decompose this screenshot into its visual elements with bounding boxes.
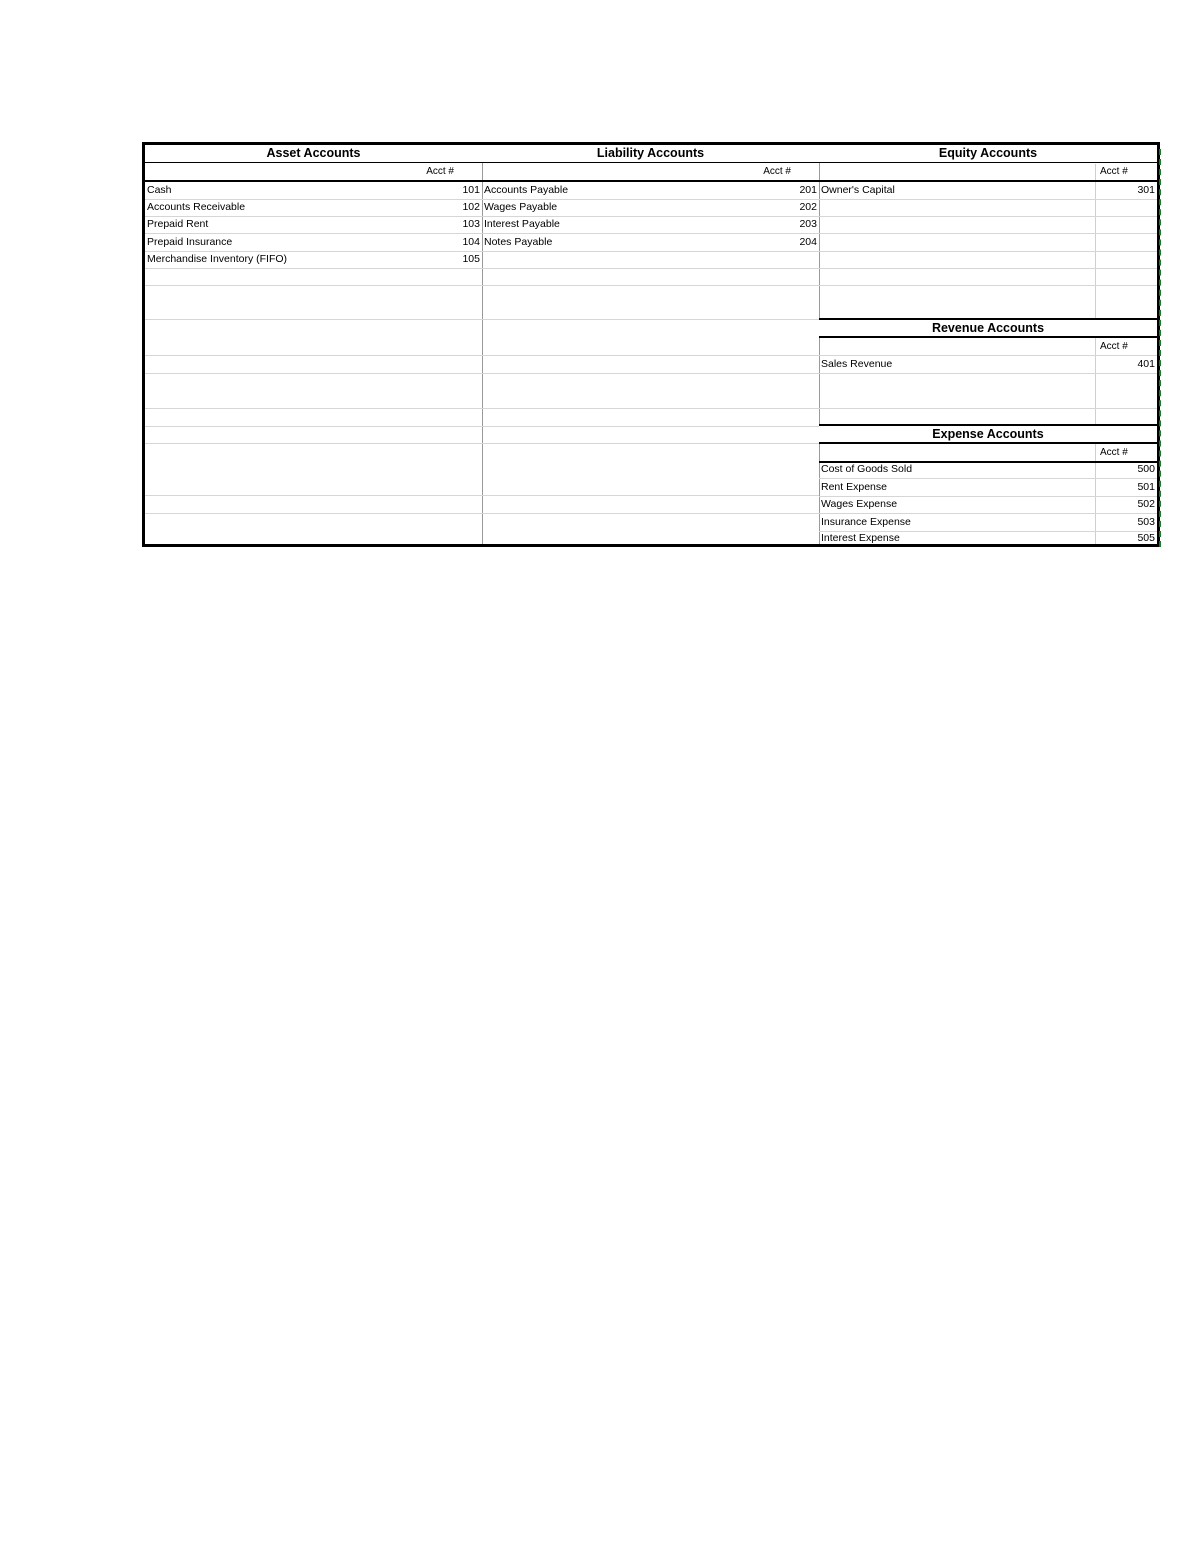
account-name: Owner's Capital: [821, 184, 895, 196]
table-row[interactable]: [482, 199, 819, 217]
account-number: 102: [462, 201, 480, 213]
account-name: Wages Expense: [821, 498, 898, 510]
table-row[interactable]: [482, 182, 819, 200]
empty-row[interactable]: [145, 374, 482, 409]
asset-accounts-column: [145, 145, 483, 544]
table-row[interactable]: [819, 461, 1157, 479]
table-row[interactable]: [145, 251, 482, 269]
account-number: 505: [1137, 532, 1155, 544]
chart-of-accounts-table: [142, 142, 1160, 547]
acct-number-header: Acct #: [1100, 166, 1128, 177]
account-number: 201: [799, 184, 817, 196]
acct-number-header: Acct #: [426, 166, 454, 177]
table-row[interactable]: [145, 216, 482, 234]
empty-row[interactable]: [145, 444, 482, 496]
revenue-accounts-title: Revenue Accounts: [819, 318, 1157, 338]
account-name: Sales Revenue: [821, 358, 893, 370]
account-number: 401: [1137, 358, 1155, 370]
account-number: 503: [1137, 516, 1155, 528]
account-name: Cost of Goods Sold: [821, 463, 913, 475]
empty-row[interactable]: [145, 356, 482, 374]
empty-row[interactable]: [819, 268, 1157, 286]
table-row[interactable]: [145, 234, 482, 252]
acct-number-header: Acct #: [1100, 447, 1128, 458]
account-number: 105: [462, 253, 480, 265]
empty-row[interactable]: [145, 285, 482, 320]
empty-row[interactable]: [819, 234, 1157, 252]
account-number: 103: [462, 218, 480, 230]
account-name: Accounts Payable: [484, 184, 569, 196]
liability-accounts-title: Liability Accounts: [482, 145, 819, 163]
acct-number-header: Acct #: [763, 166, 791, 177]
account-name: Cash: [147, 184, 172, 196]
equity-revenue-expense-column: [819, 145, 1157, 544]
empty-row[interactable]: [482, 356, 819, 374]
acct-number-header: Acct #: [1100, 341, 1128, 352]
account-name: Wages Payable: [484, 201, 558, 213]
asset-accounts-title: Asset Accounts: [145, 145, 482, 163]
table-row[interactable]: [819, 182, 1157, 200]
account-number: 501: [1137, 481, 1155, 493]
empty-row[interactable]: [482, 496, 819, 514]
account-number: 301: [1137, 184, 1155, 196]
account-number: 101: [462, 184, 480, 196]
empty-row[interactable]: [482, 285, 819, 320]
asset-acct-header: [145, 163, 482, 182]
liability-acct-header: [482, 163, 819, 182]
empty-row[interactable]: [482, 444, 819, 496]
account-name: Merchandise Inventory (FIFO): [147, 253, 288, 265]
table-row[interactable]: [145, 182, 482, 200]
empty-row[interactable]: [819, 374, 1157, 409]
table-row[interactable]: [819, 496, 1157, 514]
empty-row[interactable]: [482, 514, 819, 544]
empty-row[interactable]: [145, 409, 482, 427]
equity-acct-header: [819, 163, 1157, 182]
account-number: 500: [1137, 463, 1155, 475]
table-row[interactable]: [482, 234, 819, 252]
account-number: 104: [462, 236, 480, 248]
revenue-acct-header: [819, 338, 1157, 356]
account-name: Interest Payable: [484, 218, 560, 230]
account-number: 203: [799, 218, 817, 230]
empty-row[interactable]: [145, 321, 482, 356]
account-number: 502: [1137, 498, 1155, 510]
account-name: Interest Expense: [821, 532, 900, 544]
table-row[interactable]: [819, 531, 1157, 544]
account-name: Rent Expense: [821, 481, 887, 493]
account-name: Accounts Receivable: [147, 201, 246, 213]
empty-row[interactable]: [145, 268, 482, 286]
empty-row[interactable]: [482, 374, 819, 409]
table-row[interactable]: [482, 216, 819, 234]
empty-row[interactable]: [819, 285, 1157, 317]
account-name: Notes Payable: [484, 236, 553, 248]
empty-row[interactable]: [482, 426, 819, 444]
empty-row[interactable]: [145, 426, 482, 444]
empty-row[interactable]: [819, 251, 1157, 269]
empty-row[interactable]: [482, 268, 819, 286]
empty-row[interactable]: [819, 216, 1157, 234]
account-name: Insurance Expense: [821, 516, 911, 528]
account-number: 204: [799, 236, 817, 248]
table-row[interactable]: [819, 514, 1157, 532]
empty-row[interactable]: [145, 496, 482, 514]
expense-accounts-title: Expense Accounts: [819, 424, 1157, 444]
equity-accounts-title: Equity Accounts: [819, 145, 1157, 163]
table-row[interactable]: [145, 199, 482, 217]
empty-row[interactable]: [482, 251, 819, 269]
account-name: Prepaid Rent: [147, 218, 209, 230]
empty-row[interactable]: [819, 199, 1157, 217]
empty-row[interactable]: [819, 409, 1157, 423]
table-row[interactable]: [819, 356, 1157, 374]
account-name: Prepaid Insurance: [147, 236, 233, 248]
empty-row[interactable]: [482, 321, 819, 356]
account-number: 202: [799, 201, 817, 213]
empty-row[interactable]: [145, 514, 482, 544]
table-row[interactable]: [819, 479, 1157, 497]
empty-row[interactable]: [482, 409, 819, 427]
liability-accounts-column: [482, 145, 820, 544]
